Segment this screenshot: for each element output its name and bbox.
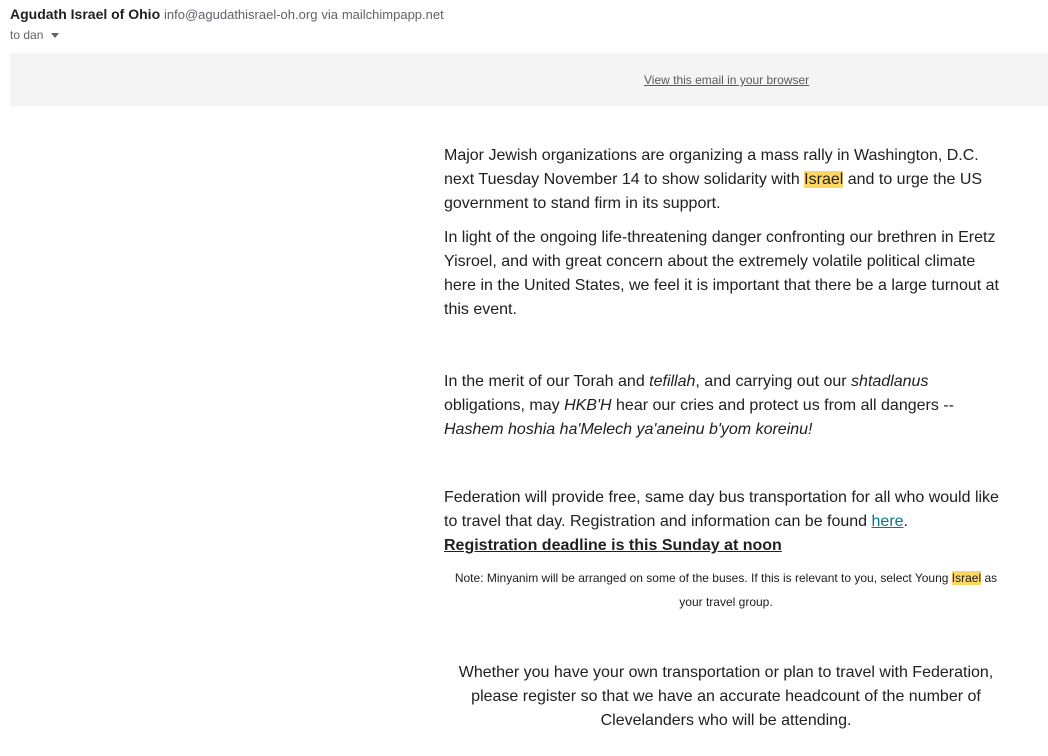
sender-line — [10, 6, 444, 22]
via-label[interactable]: via — [321, 7, 338, 22]
chevron-down-icon[interactable] — [51, 33, 59, 38]
sender-email: info@agudathisrael-oh.org — [164, 7, 318, 22]
to-label: to dan — [10, 28, 44, 42]
registration-link[interactable]: here — [871, 513, 904, 530]
deadline-text: Registration deadline is this Sunday at noon — [444, 537, 782, 554]
view-in-browser-link[interactable]: View this email in your browser — [644, 73, 810, 87]
preheader-bar — [10, 53, 1048, 106]
paragraph-merit: In the merit of our Torah and tefillah, and carrying out our shtadlanus obligations, may HKB'H hear our cries and protect us from all dangers -- Hashem hoshia ha'Melech ya'aneinu b'yom koreinu! — [444, 373, 954, 438]
via-domain: mailchimpapp.net — [341, 7, 444, 22]
sender-name[interactable]: Agudath Israel of Ohio — [10, 6, 161, 22]
paragraph-rally: Major Jewish organizations are organizing a mass rally in Washington, D.C. next Tuesday November 14 to show solidarity with Israel and to urge the US government to stand firm in its support. — [444, 147, 983, 212]
email-body — [444, 144, 1010, 558]
paragraph-federation: Federation will provide free, same day bus transportation for all who would like to travel that day. Registration and information can be found here. Registration deadline is this Sunday at noon — [444, 489, 999, 554]
paragraph-danger: In light of the ongoing life-threatening danger confronting our brethren in Eretz Yisroel, and with great concern about the extremely volatile political climate here in the United States, we feel it is important that there be a large turnout at this event. — [444, 229, 999, 318]
minyanim-note: Note: Minyanim will be arranged on some of the buses. If this is relevant to you, select Young Israel as your travel group. — [454, 571, 998, 609]
closing-paragraph: Whether you have your own transportation or plan to travel with Federation, please register so that we have an accurate headcount of the number of Clevelanders who will be attending. — [458, 664, 994, 729]
search-highlight: Israel — [804, 171, 844, 188]
recipient-line — [10, 28, 59, 42]
search-highlight: Israel — [951, 571, 982, 585]
